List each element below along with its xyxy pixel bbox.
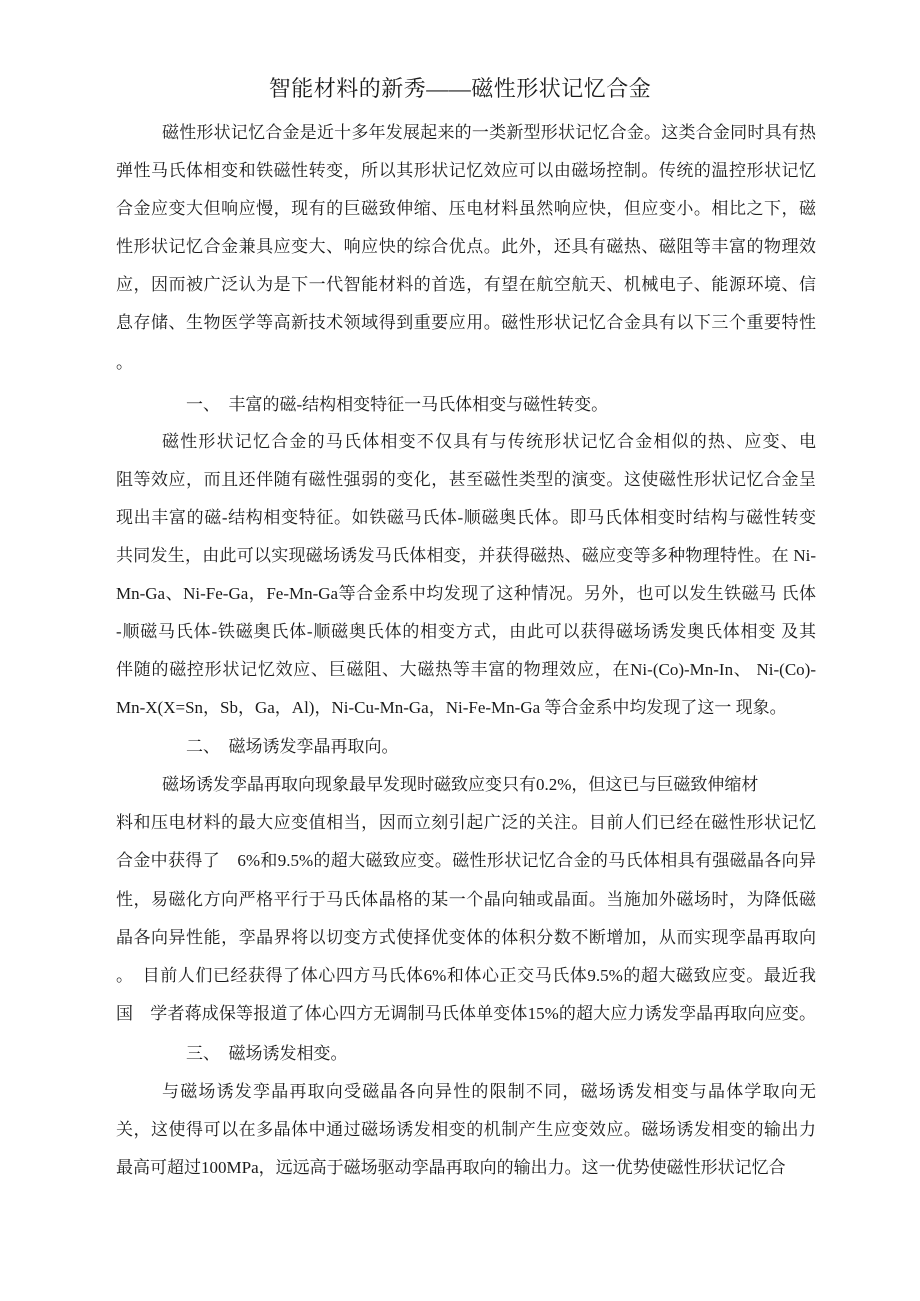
paragraph-line: 磁性形状记忆合金是近十多年发展起来的一类新型形状记忆合金。这类合金同时具有热 xyxy=(162,123,816,142)
paragraph-line: 磁性形状记忆合金的马氏体相变不仅具有与传统形状记忆合金相似的热、应变、电 xyxy=(162,432,816,451)
paragraph-line: 。 xyxy=(116,353,133,372)
paragraph-line: 合金应变大但响应慢，现有的巨磁致伸缩、压电材料虽然响应快，但应变小。相比之下，磁 xyxy=(116,199,816,218)
paragraph-line: 应，因而被广泛认为是下一代智能材料的首选，有望在航空航天、机械电子、能源环境、信 xyxy=(116,275,816,294)
paragraph-line: 性，易磁化方向严格平行于马氏体晶格的某一个晶向轴或晶面。当施加外磁场时，为降低磁 xyxy=(116,890,816,909)
paragraph-line: 阻等效应，而且还伴随有磁性强弱的变化，甚至磁性类型的演变。这使磁性形状记忆合金呈 xyxy=(116,470,816,489)
document-title: 智能材料的新秀——磁性形状记忆合金 xyxy=(268,76,652,101)
paragraph-line: 弹性马氏体相变和铁磁性转变，所以其形状记忆效应可以由磁场控制。传统的温控形状记忆 xyxy=(116,161,816,180)
section-heading: 一、 丰富的磁-结构相变特征一马氏体相变与磁性转变。 xyxy=(186,395,609,414)
section-heading: 二、 磁场诱发孪晶再取向。 xyxy=(186,737,399,756)
paragraph-line: 伴随的磁控形状记忆效应、巨磁阻、大磁热等丰富的物理效应，在Ni-(Co)-Mn-In、 Ni-(Co)- xyxy=(116,660,816,679)
paragraph-line: 合金中获得了 6%和9.5%的超大磁致应变。磁性形状记忆合金的马氏体相具有强磁晶各向异 xyxy=(116,851,816,870)
paragraph-line: 与磁场诱发孪晶再取向受磁晶各向异性的限制不同，磁场诱发相变与晶体学取向无 xyxy=(162,1082,816,1101)
paragraph-line: 息存储、生物医学等高新技术领域得到重要应用。磁性形状记忆合金具有以下三个重要特性 xyxy=(116,313,816,332)
paragraph-line: 共同发生，由此可以实现磁场诱发马氏体相变，并获得磁热、磁应变等多种物理特性。在 Ni- xyxy=(116,546,816,565)
paragraph-line: -顺磁马氏体-铁磁奥氏体-顺磁奥氏体的相变方式，由此可以获得磁场诱发奥氏体相变 及其 xyxy=(116,622,816,641)
paragraph-line: 晶各向异性能，孪晶界将以切变方式使择优变体的体积分数不断增加，从而实现孪晶再取向 xyxy=(116,928,816,947)
paragraph-line: 料和压电材料的最大应变值相当，因而立刻引起广泛的关注。目前人们已经在磁性形状记忆 xyxy=(116,813,816,832)
section-heading: 三、 磁场诱发相变。 xyxy=(186,1044,348,1063)
paragraph-line: 磁场诱发孪晶再取向现象最早发现时磁致应变只有0.2%，但这已与巨磁致伸缩材 xyxy=(162,775,759,794)
paragraph-line: Mn-X(X=Sn，Sb，Ga，Al)，Ni-Cu-Mn-Ga，Ni-Fe-Mn-Ga 等合金系中均发现了这一 现象。 xyxy=(116,698,787,717)
paragraph-line: 。 目前人们已经获得了体心四方马氏体6%和体心正交马氏体9.5%的超大磁致应变。最近我 xyxy=(116,966,816,985)
paragraph-line: 国 学者蒋成保等报道了体心四方无调制马氏体单变体15%的超大应力诱发孪晶再取向应变。 xyxy=(116,1004,816,1023)
paragraph-line: Mn-Ga、Ni-Fe-Ga，Fe-Mn-Ga等合金系中均发现了这种情况。另外，也可以发生铁磁马 氏体 xyxy=(116,584,816,603)
paragraph-line: 最高可超过100MPa，远远高于磁场驱动孪晶再取向的输出力。这一优势使磁性形状记忆合 xyxy=(116,1158,786,1177)
paragraph-line: 性形状记忆合金兼具应变大、响应快的综合优点。此外，还具有磁热、磁阻等丰富的物理效 xyxy=(116,237,816,256)
paragraph-line: 关，这使得可以在多晶体中通过磁场诱发相变的机制产生应变效应。磁场诱发相变的输出力 xyxy=(116,1120,816,1139)
paragraph-line: 现出丰富的磁-结构相变特征。如铁磁马氏体-顺磁奥氏体。即马氏体相变时结构与磁性转变 xyxy=(116,508,816,527)
